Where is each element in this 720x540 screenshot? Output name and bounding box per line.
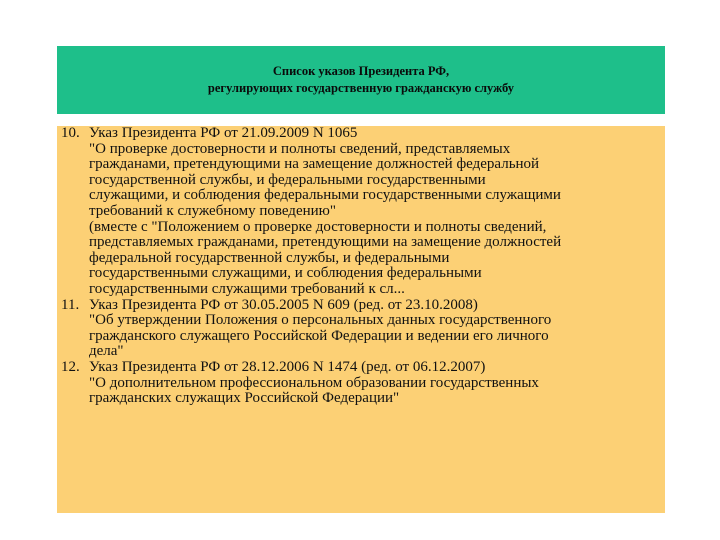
item-line: федеральной государственной службы, и федеральными xyxy=(89,249,450,266)
item-line: гражданского служащего Российской Федерации и ведении его личного xyxy=(89,327,549,344)
list-item xyxy=(61,126,665,298)
title-line-2: регулирующих государственную гражданскую службу xyxy=(207,81,515,95)
item-line: Указ Президента РФ от 30.05.2005 N 609 (ред. от 23.10.2008) xyxy=(89,296,478,313)
list-item xyxy=(61,298,665,360)
list-item xyxy=(61,360,665,407)
item-number: 11. xyxy=(61,296,80,313)
item-line: дела" xyxy=(89,343,124,360)
item-text xyxy=(89,360,665,407)
item-line: служащими, и соблюдения федеральными государственными служащими xyxy=(89,187,561,204)
item-line: (вместе с "Положением о проверке достоверности и полноты сведений, xyxy=(89,218,547,235)
item-line: гражданами, претендующими на замещение должностей федеральной xyxy=(89,156,540,173)
decree-list xyxy=(57,126,665,513)
title-line-1: Список указов Президента РФ, xyxy=(272,64,450,78)
item-line: представляемых гражданами, претендующими на замещение должностей xyxy=(89,234,562,251)
item-number: 12. xyxy=(61,358,80,375)
item-line: "О дополнительном профессиональном образовании государственных xyxy=(89,374,539,391)
item-line: "Об утверждении Положения о персональных данных государственного xyxy=(89,312,552,329)
item-number: 10. xyxy=(61,125,80,141)
item-line: требований к служебному поведению" xyxy=(89,202,336,219)
item-line: государственными служащими требований к сл... xyxy=(89,280,405,297)
item-text xyxy=(89,126,665,298)
item-line: государственной службы, и федеральными государственными xyxy=(89,171,486,188)
item-line: Указ Президента РФ от 28.12.2006 N 1474 (ред. от 06.12.2007) xyxy=(89,358,486,375)
item-line: Указ Президента РФ от 21.09.2009 N 1065 xyxy=(89,125,358,141)
item-line: "О проверке достоверности и полноты сведений, представляемых xyxy=(89,140,511,157)
item-line: государственными служащими, и соблюдения федеральными xyxy=(89,265,482,282)
item-text xyxy=(89,298,665,360)
item-line: гражданских служащих Российской Федерации" xyxy=(89,390,400,407)
title-banner xyxy=(57,46,665,114)
